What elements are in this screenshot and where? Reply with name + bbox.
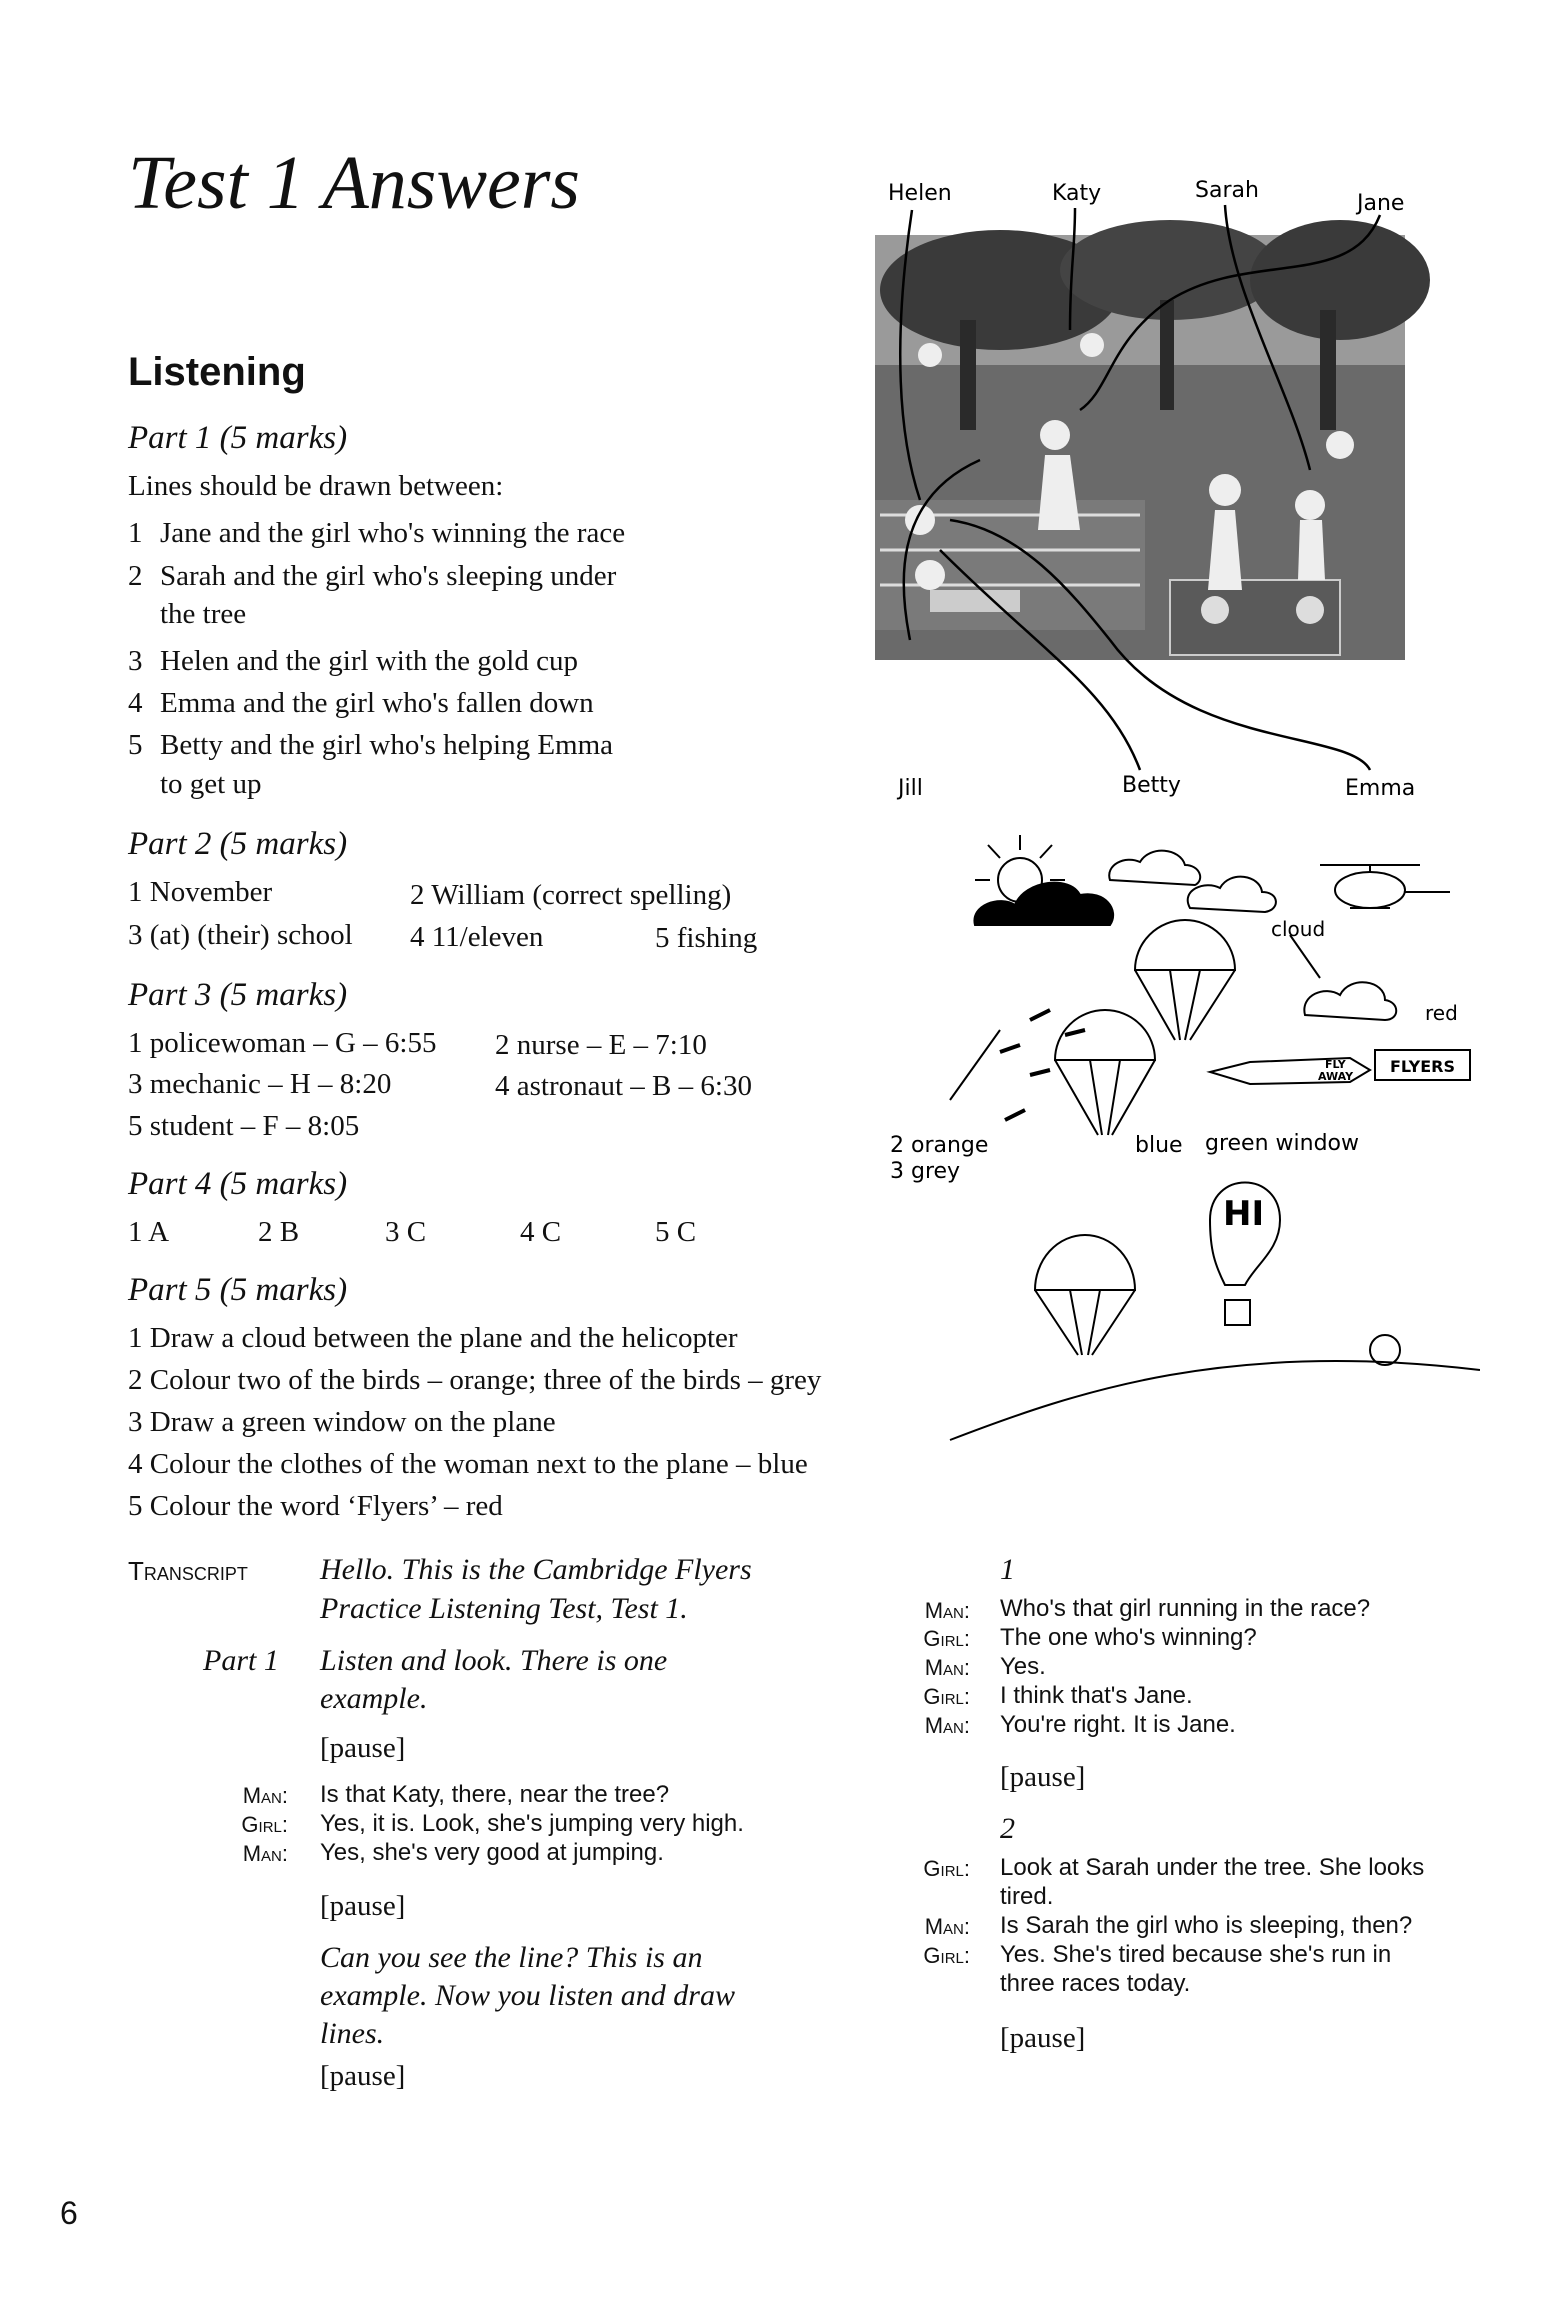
tree-icon (1370, 1335, 1400, 1365)
part3-answer-1: 1 policewoman – G – 6:55 (128, 1027, 437, 1059)
pause: [pause] (320, 1890, 406, 1922)
part5-item-3: 3 Draw a green window on the plane (128, 1406, 556, 1438)
name-label: Helen (888, 181, 952, 206)
part4-answer-2: 2 B (258, 1216, 300, 1248)
part1-intro: Lines should be drawn between: (128, 470, 504, 502)
dialogue-line: Yes. (1000, 1653, 1046, 1680)
dialogue-line: The one who's winning? (1000, 1624, 1257, 1651)
part2-answer-2: 2 William (correct spelling) (410, 879, 732, 911)
banner-text: FLYERS (1390, 1057, 1455, 1076)
part4-answer-1: 1 A (128, 1216, 170, 1248)
dialogue-line: Yes, it is. Look, she's jumping very high. (320, 1810, 744, 1837)
part2-heading: Part 2 (5 marks) (128, 826, 348, 862)
part4-answer-5: 5 C (655, 1216, 697, 1248)
speaker: Girl: (923, 1684, 970, 1709)
part2-answer-1: 1 November (128, 876, 273, 908)
part1-item-3 (128, 645, 578, 678)
dialogue-line: three races today. (1000, 1970, 1191, 1997)
section-heading: Listening (128, 350, 306, 394)
name-label: Jane (1357, 191, 1405, 216)
item-text: Sarah and the girl who's sleeping under (160, 560, 617, 592)
sports-day-picture (870, 170, 1430, 810)
part1-item-5-cont: to get up (160, 768, 262, 800)
part1-heading: Part 1 (5 marks) (128, 420, 348, 456)
page-title: Test 1 Answers (128, 141, 580, 225)
part4-heading: Part 4 (5 marks) (128, 1166, 348, 1202)
name-label: Sarah (1195, 178, 1259, 203)
speaker: Girl: (241, 1812, 288, 1837)
dialogue-line: Is Sarah the girl who is sleeping, then? (1000, 1912, 1413, 1939)
page-number: 6 (60, 2195, 78, 2231)
item-number: 5 (128, 729, 143, 761)
part5-item-1: 1 Draw a cloud between the plane and the helicopter (128, 1322, 738, 1354)
part3-answer-3: 3 mechanic – H – 8:20 (128, 1068, 392, 1100)
part1-item-2 (128, 560, 616, 593)
speaker: Girl: (923, 1943, 970, 1968)
part5-item-4: 4 Colour the clothes of the woman next to the plane – blue (128, 1448, 808, 1480)
label-red: red (1425, 1001, 1458, 1025)
part4-answer-3: 3 C (385, 1216, 427, 1248)
pause: [pause] (1000, 1761, 1086, 1793)
picture-scene (875, 220, 1430, 660)
transcript-instruction-2: example. (320, 1682, 428, 1715)
dialogue-line: I think that's Jane. (1000, 1682, 1193, 1709)
part1-item-5 (128, 729, 613, 762)
dialogue-line: Yes. She's tired because she's run in (1000, 1941, 1392, 1968)
name-label: Katy (1052, 181, 1102, 206)
pause: [pause] (1000, 2022, 1086, 2054)
item-number: 4 (128, 687, 143, 719)
part3-heading: Part 3 (5 marks) (128, 977, 348, 1013)
transcript-instruction-1: Listen and look. There is one (320, 1644, 668, 1677)
item-number: 1 (128, 517, 143, 549)
part4-answer-4: 4 C (520, 1216, 562, 1248)
plane-text: FLY (1325, 1058, 1346, 1071)
label-grey: 3 grey (890, 1159, 961, 1184)
item-text: Jane and the girl who's winning the race (160, 517, 626, 549)
question-number: 1 (1000, 1553, 1015, 1586)
question-number: 2 (1000, 1812, 1015, 1845)
name-label: Betty (1122, 773, 1181, 798)
part1-item-4 (128, 687, 594, 720)
part5-item-5: 5 Colour the word ‘Flyers’ – red (128, 1490, 503, 1522)
speaker: Man: (242, 1841, 288, 1866)
transcript-part-label: Part 1 (203, 1644, 279, 1677)
speaker: Man: (242, 1783, 288, 1808)
part5-item-2: 2 Colour two of the birds – orange; three of the birds – grey (128, 1364, 822, 1396)
part3-answer-4: 4 astronaut – B – 6:30 (495, 1070, 752, 1102)
item-number: 3 (128, 645, 143, 677)
parachute-icon (1135, 920, 1235, 970)
transcript-closing-1: Can you see the line? This is an (320, 1941, 703, 1974)
item-text: Emma and the girl who's fallen down (160, 687, 594, 719)
parachute-icon (1035, 1235, 1135, 1290)
pause: [pause] (320, 2060, 406, 2092)
label-orange: 2 orange (890, 1133, 989, 1158)
balloon-text: HI (1223, 1194, 1265, 1234)
sky-picture (880, 830, 1480, 1460)
dialogue-line: You're right. It is Jane. (1000, 1711, 1236, 1738)
speaker: Man: (924, 1914, 970, 1939)
transcript-intro-2: Practice Listening Test, Test 1. (320, 1592, 688, 1625)
speaker: Man: (924, 1713, 970, 1738)
plane-text: AWAY (1318, 1070, 1354, 1083)
part1-item-2-cont: the tree (160, 598, 247, 630)
name-label: Jill (898, 776, 923, 801)
dialogue-line: Who's that girl running in the race? (1000, 1595, 1371, 1622)
label-cloud: cloud (1271, 917, 1326, 941)
dialogue-line: Yes, she's very good at jumping. (320, 1839, 664, 1866)
dialogue-line: tired. (1000, 1883, 1054, 1910)
transcript-closing-2: example. Now you listen and draw (320, 1979, 735, 2012)
name-label: Emma (1345, 776, 1416, 801)
speaker: Man: (924, 1655, 970, 1680)
transcript-closing-3: lines. (320, 2017, 385, 2050)
speaker: Man: (924, 1598, 970, 1623)
cloud-icon (1304, 982, 1396, 1020)
item-text: Helen and the girl with the gold cup (160, 645, 578, 677)
part1-item-1 (128, 517, 625, 550)
helicopter-icon (1335, 872, 1405, 908)
dialogue-line: Is that Katy, there, near the tree? (320, 1781, 670, 1808)
part5-heading: Part 5 (5 marks) (128, 1272, 348, 1308)
transcript-intro-1: Hello. This is the Cambridge Flyers (320, 1553, 752, 1586)
part2-answer-4: 4 11/eleven (410, 921, 544, 953)
speaker: Girl: (923, 1626, 970, 1651)
part2-answer-5: 5 fishing (655, 922, 758, 954)
item-number: 2 (128, 560, 143, 592)
dialogue-line: Look at Sarah under the tree. She looks (1000, 1854, 1425, 1881)
part3-answer-2: 2 nurse – E – 7:10 (495, 1029, 707, 1061)
part3-answer-5: 5 student – F – 8:05 (128, 1110, 360, 1142)
speaker: Girl: (923, 1856, 970, 1881)
transcript-label: Transcript (128, 1556, 248, 1586)
label-blue: blue (1135, 1133, 1183, 1158)
bird-icons (1000, 1010, 1085, 1120)
item-text: Betty and the girl who's helping Emma (160, 729, 614, 761)
part2-answer-3: 3 (at) (their) school (128, 919, 353, 951)
label-green-window: green window (1205, 1131, 1359, 1156)
pause: [pause] (320, 1732, 406, 1764)
